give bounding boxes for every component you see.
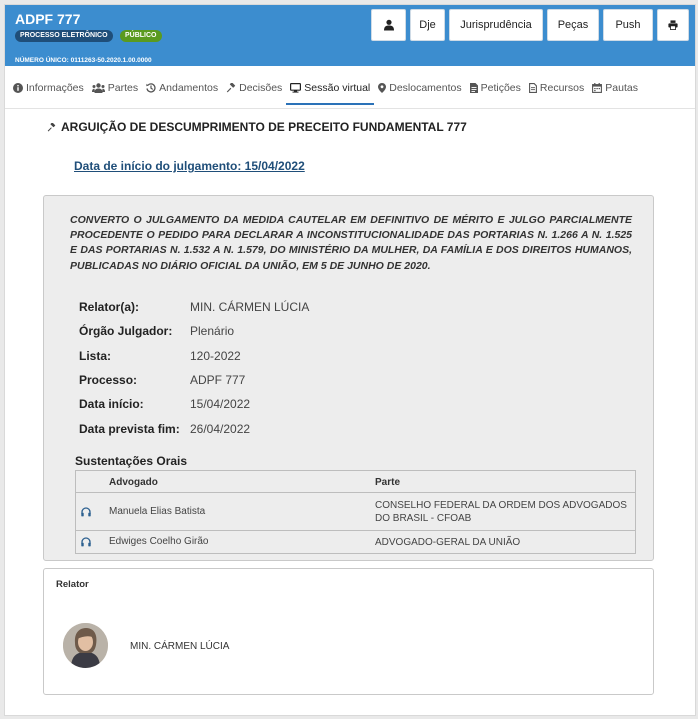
tab-label: Petições [480, 81, 521, 94]
table-header [76, 471, 635, 493]
tab-label: Pautas [605, 81, 638, 94]
tab-andamentos[interactable] [142, 67, 222, 109]
file-icon [470, 83, 478, 93]
info-value: 26/04/2022 [190, 422, 251, 436]
users-icon [92, 83, 105, 93]
info-label: Data início: [79, 397, 144, 411]
info-icon [13, 83, 23, 93]
tab-sessao-virtual[interactable] [286, 67, 374, 109]
date-start-link[interactable]: Data de início do julgamento: 15/04/2022 [74, 159, 305, 173]
tab-recursos[interactable] [525, 67, 588, 109]
column-header-parte: Parte [375, 477, 401, 488]
sustentacoes-table [75, 470, 636, 554]
document-icon [529, 83, 537, 93]
tab-partes[interactable] [88, 67, 142, 109]
pecas-button[interactable]: Peças [547, 9, 599, 41]
dje-button[interactable]: Dje [410, 9, 445, 41]
calendar-icon [592, 83, 602, 93]
info-row-lista [79, 349, 241, 363]
decision-text: CONVERTO O JULGAMENTO DA MEDIDA CAUTELAR EM DEFINITIVO DE MÉRITO E JULGO PARCIALMENTE PROCEDENTE O PEDIDO PARA DECLARAR A INCONSTITUCIONALIDADE DAS PORTARIAS N. 1.266 A N. 1.525 E DAS PORTARIAS N. 1.532 A N. 1.579, DO MINISTÉRIO DA MULHER, DA FAMÍLIA E DOS DIREITOS HUMANOS, PUBLICADAS NO DIÁRIO OFICIAL DA UNIÃO, EM 5 DE JUNHO DE 2020. [70, 214, 632, 272]
badge-publico: PÚBLICO [120, 30, 162, 42]
info-row-processo [79, 373, 245, 387]
headphones-icon[interactable] [81, 507, 91, 520]
badge-processo-eletronico: PROCESSO ELETRÔNICO [15, 30, 113, 42]
info-row-relator [79, 300, 309, 314]
sustentacoes-title: Sustentações Orais [75, 454, 188, 468]
info-value: MIN. CÁRMEN LÚCIA [190, 300, 310, 314]
info-row-data-inicio [79, 397, 250, 411]
session-panel [43, 195, 654, 561]
table-row [76, 531, 635, 553]
tab-label: Andamentos [159, 81, 219, 94]
info-label: Lista: [79, 349, 112, 363]
monitor-icon [290, 83, 301, 93]
tab-label: Recursos [539, 81, 585, 94]
user-icon [383, 19, 395, 31]
advogado-name: Edwiges Coelho Girão [109, 536, 209, 547]
map-marker-icon [378, 83, 386, 93]
history-icon [146, 83, 156, 93]
info-row-data-fim [79, 422, 250, 436]
info-label: Data prevista fim: [79, 422, 180, 436]
gavel-icon [226, 83, 236, 93]
info-value: 15/04/2022 [190, 397, 251, 411]
parte-name: CONSELHO FEDERAL DA ORDEM DOS ADVOGADOS DO BRASIL - CFOAB [375, 500, 627, 524]
page-title [47, 120, 467, 134]
nav-tabs [5, 67, 695, 109]
numero-unico: NÚMERO ÚNICO: 0111263-50.2020.1.00.0000 [15, 57, 152, 64]
tab-label: Decisões [239, 81, 283, 94]
page [4, 4, 696, 716]
tab-label: Sessão virtual [304, 81, 371, 94]
info-row-orgao [79, 324, 234, 338]
tab-label: Partes [107, 81, 139, 94]
advogado-name: Manuela Elias Batista [109, 506, 206, 517]
info-value: 120-2022 [190, 349, 241, 363]
table-row [76, 493, 635, 531]
push-button[interactable]: Push [603, 9, 653, 41]
case-title: ADPF 777 [15, 11, 81, 27]
tab-label: Deslocamentos [389, 81, 462, 94]
info-label: Relator(a): [79, 300, 140, 314]
tab-informacoes[interactable] [9, 67, 88, 109]
tab-deslocamentos[interactable] [374, 67, 465, 109]
tab-pautas[interactable] [588, 67, 642, 109]
relator-title: Relator [56, 579, 89, 590]
user-button[interactable] [371, 9, 406, 41]
tab-decisoes[interactable] [222, 67, 286, 109]
avatar [63, 623, 108, 668]
tab-peticoes[interactable] [466, 67, 525, 109]
gavel-icon [47, 123, 56, 132]
action-toolbar [371, 9, 689, 41]
print-button[interactable] [657, 9, 689, 41]
info-label: Processo: [79, 373, 138, 387]
relator-panel [43, 568, 654, 695]
tab-label: Informações [26, 81, 84, 94]
page-title-text: ARGUIÇÃO DE DESCUMPRIMENTO DE PRECEITO FUNDAMENTAL 777 [61, 120, 467, 134]
jurisprudencia-button[interactable]: Jurisprudência [449, 9, 543, 41]
column-header-advogado: Advogado [109, 477, 158, 488]
headphones-icon[interactable] [81, 537, 91, 550]
info-value: ADPF 777 [190, 373, 246, 387]
relator-name: MIN. CÁRMEN LÚCIA [130, 641, 230, 652]
info-value: Plenário [190, 324, 235, 338]
print-icon [668, 19, 678, 31]
parte-name: ADVOGADO-GERAL DA UNIÃO [375, 537, 521, 548]
header-bar [5, 5, 695, 66]
info-label: Órgão Julgador: [79, 324, 173, 338]
